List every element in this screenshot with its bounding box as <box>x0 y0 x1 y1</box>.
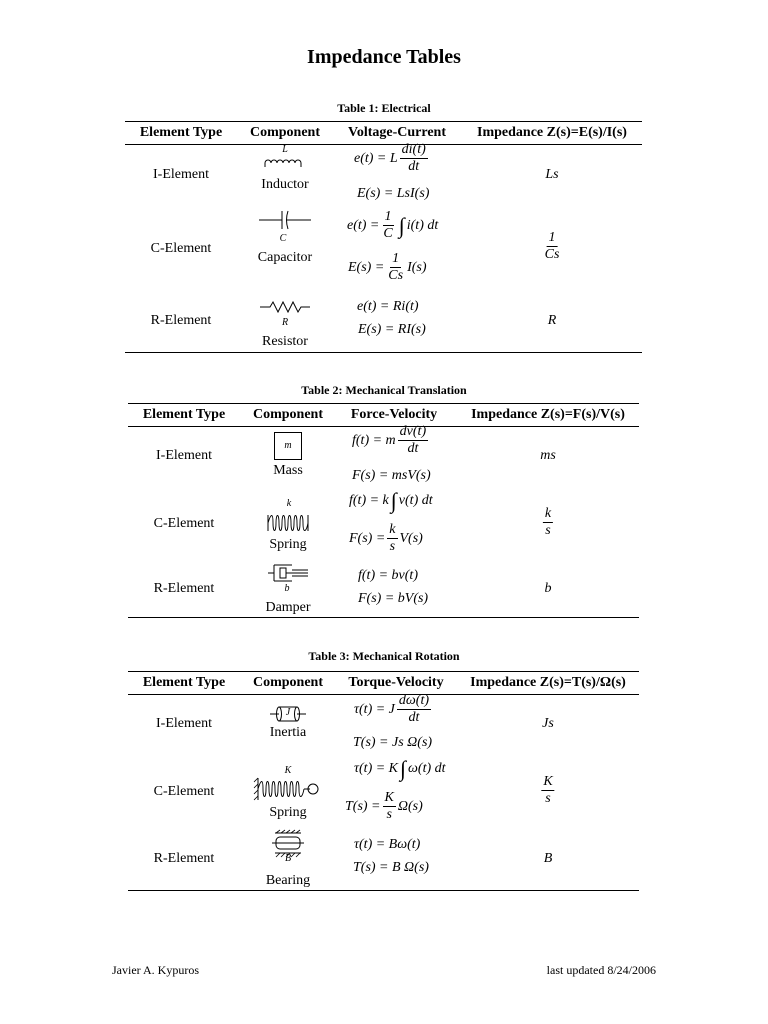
component-symbol: J <box>285 707 291 718</box>
row-type: I-Element <box>156 448 212 463</box>
equation-time: e(t) = L $\frac{di(t)}{dt}$ <box>354 142 426 174</box>
equation-time: τ(t) = J $\frac{d\omega(t)}{dt}$ <box>354 693 429 725</box>
impedance-value: b <box>544 581 552 596</box>
header-impedance: Impedance Z(s)=F(s)/V(s) <box>471 407 625 422</box>
component-label: Spring <box>269 537 307 552</box>
impedance-value: $\frac{K}{s}$ <box>543 774 553 806</box>
component-symbol: L <box>282 144 288 155</box>
component-label: Capacitor <box>257 250 313 265</box>
table-3-caption: Table 3: Mechanical Rotation <box>308 649 460 663</box>
component-label: Bearing <box>265 873 311 888</box>
impedance-value: B <box>543 851 553 866</box>
mass-icon <box>274 432 302 460</box>
header-impedance: Impedance Z(s)=T(s)/Ω(s) <box>470 675 626 690</box>
header-element-type: Element Type <box>139 125 223 140</box>
row-type: R-Element <box>150 313 212 328</box>
equation-laplace: F(s) = msV(s) <box>352 468 431 483</box>
impedance-value: R <box>547 313 557 328</box>
component-symbol: R <box>281 317 289 328</box>
header-impedance: Impedance Z(s)=E(s)/I(s) <box>477 125 627 140</box>
row-type: R-Element <box>153 851 215 866</box>
equation-laplace: T(s) = $\frac{K}{s}$ Ω(s) <box>345 790 423 822</box>
table-electrical <box>125 121 642 353</box>
row-type: R-Element <box>153 581 215 596</box>
impedance-value: Ls <box>545 167 559 182</box>
header-relation: Torque-Velocity <box>348 675 444 690</box>
equation-laplace: T(s) = B Ω(s) <box>353 860 429 875</box>
component-symbol: k <box>286 498 292 509</box>
header-component: Component <box>252 675 324 690</box>
row-type: C-Element <box>153 516 215 531</box>
header-element-type: Element Type <box>142 675 226 690</box>
table-bottom-rule <box>125 352 642 353</box>
component-symbol: m <box>284 440 292 451</box>
equation-time: τ(t) = K ∫ ω(t) dt <box>354 756 446 781</box>
equation-laplace: E(s) = RI(s) <box>358 322 426 337</box>
spring-icon <box>266 511 310 535</box>
impedance-value: Js <box>542 716 554 731</box>
component-symbol: b <box>284 583 290 594</box>
row-type: I-Element <box>156 716 212 731</box>
integral-sign: ∫ <box>390 488 397 513</box>
equation-laplace: F(s) = $\frac{k}{s}$ V(s) <box>349 522 423 554</box>
integral-sign: ∫ <box>400 756 407 781</box>
equation-laplace: F(s) = bV(s) <box>358 591 429 606</box>
inductor-icon <box>263 155 307 169</box>
header-relation: Voltage-Current <box>348 125 446 140</box>
integral-sign: ∫ <box>398 212 405 238</box>
header-component: Component <box>249 125 321 140</box>
equation-time: f(t) = bv(t) <box>358 568 418 583</box>
component-label: Inertia <box>269 725 307 740</box>
damper-icon <box>266 562 310 584</box>
header-component: Component <box>252 407 324 422</box>
equation-laplace: E(s) = $\frac{1}{Cs}$ I(s) <box>348 251 427 283</box>
header-element-type: Element Type <box>142 407 226 422</box>
component-label: Mass <box>273 463 303 478</box>
table-bottom-rule <box>128 890 639 891</box>
component-label: Damper <box>265 600 311 615</box>
row-type: C-Element <box>153 784 215 799</box>
table-mechanical-translation <box>128 403 639 619</box>
footer-updated: last updated 8/24/2006 <box>546 963 656 977</box>
resistor-icon <box>258 300 312 314</box>
component-label: Resistor <box>262 334 308 349</box>
torsion-spring-icon <box>252 776 320 802</box>
table-header <box>128 671 639 695</box>
component-label: Spring <box>269 805 307 820</box>
row-type: I-Element <box>153 167 209 182</box>
component-symbol: C <box>279 233 287 244</box>
footer-author: Javier A. Kypuros <box>112 963 199 977</box>
capacitor-icon <box>257 209 313 231</box>
header-relation: Force-Velocity <box>350 407 438 422</box>
equation-time: τ(t) = Bω(t) <box>354 837 421 852</box>
component-symbol: B <box>284 853 292 864</box>
equation-laplace: T(s) = Js Ω(s) <box>353 735 433 750</box>
table-mechanical-rotation <box>128 671 639 893</box>
equation-laplace: E(s) = LsI(s) <box>357 186 430 201</box>
table-1-caption: Table 1: Electrical <box>337 101 431 115</box>
table-2-caption: Table 2: Mechanical Translation <box>301 383 467 397</box>
component-label: Inductor <box>261 177 309 192</box>
equation-time: e(t) = Ri(t) <box>357 299 419 314</box>
equation-time: f(t) = k ∫ v(t) dt <box>349 488 433 513</box>
component-symbol: K <box>284 765 292 776</box>
impedance-value: $\frac{k}{s}$ <box>544 506 552 538</box>
table-bottom-rule <box>128 617 639 618</box>
equation-time: f(t) = m $\frac{dv(t)}{dt}$ <box>352 424 427 456</box>
row-type: C-Element <box>150 241 212 256</box>
impedance-value: ms <box>540 448 556 463</box>
page-title: Impedance Tables <box>307 46 461 68</box>
equation-time: e(t) = $\frac{1}{C}$ ∫ i(t) dt <box>347 209 439 241</box>
impedance-value: $\frac{1}{Cs}$ <box>544 230 560 262</box>
